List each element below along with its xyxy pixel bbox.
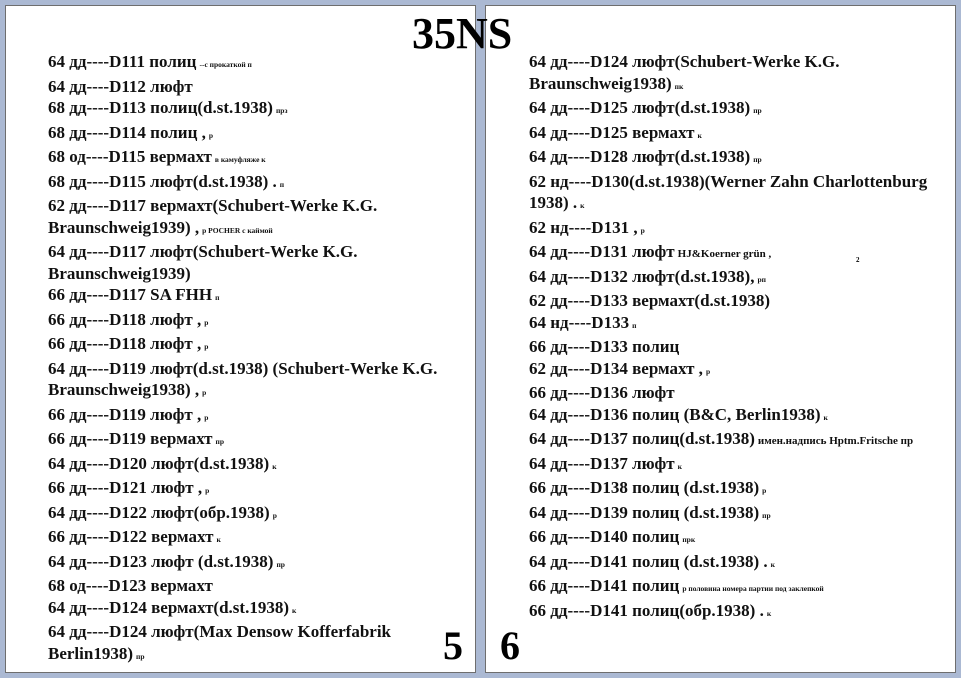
list-item: [529, 502, 949, 527]
entry-text: 66 дд----D136 люфт: [529, 383, 675, 402]
list-item: [529, 575, 949, 600]
list-item: [529, 51, 949, 97]
list-item: [529, 600, 949, 625]
entry-text: 64 дд----D137 люфт: [529, 453, 675, 473]
entry-note: пр: [215, 437, 224, 446]
document-title: 35NS: [412, 9, 513, 58]
list-item: [48, 284, 468, 309]
list-item: [48, 621, 468, 667]
entry-note: к: [770, 559, 775, 569]
page-right: [485, 5, 956, 673]
entry-text: 68 дд----D113 полиц(d.st.1938): [48, 98, 273, 117]
entry-text: 66 дд----D122 вермахт: [48, 527, 214, 546]
list-item: [529, 312, 949, 337]
entry-text: 66 дд----D118 люфт ,: [48, 334, 202, 353]
entry-note: пр: [276, 559, 285, 569]
entry-note: р: [205, 486, 210, 495]
entry-text: 64 дд----D119 люфт(d.st.1938) (Schubert-Werke K.G. Braunschweig1938) ,: [48, 358, 438, 399]
list-item: [48, 309, 468, 334]
entry-note: к: [697, 130, 702, 140]
entry-note: р: [640, 225, 645, 235]
entry-note: рп: [757, 274, 766, 284]
list-item: [48, 526, 468, 551]
entry-note: п: [632, 320, 637, 330]
entry-list-left: [48, 51, 468, 667]
list-item: [48, 477, 468, 502]
entry-text: 66 дд----D133 полиц: [529, 337, 680, 356]
entry-note: р: [204, 412, 209, 422]
list-item: [48, 122, 468, 147]
entry-text: 64 дд----D131 люфт: [529, 242, 675, 261]
entry-note: к: [216, 535, 221, 544]
list-item: [48, 428, 468, 453]
entry-text: 62 дд----D133 вермахт(d.st.1938): [529, 291, 770, 310]
list-item: [48, 51, 468, 76]
list-item: [529, 336, 949, 358]
list-item: [529, 453, 949, 478]
entry-text: 66 дд----D141 полиц(обр.1938) .: [529, 600, 764, 620]
entry-note: прк: [682, 535, 696, 544]
page-left: [5, 5, 476, 673]
entry-note: п: [215, 293, 220, 302]
list-item: [529, 122, 949, 147]
list-item: [529, 526, 949, 551]
entry-text: 68 дд----D115 люфт(d.st.1938) .: [48, 171, 277, 191]
entry-text: 64 дд----D128 люфт(d.st.1938): [529, 147, 751, 166]
entry-note: к: [677, 461, 682, 471]
entry-text: 66 дд----D119 вермахт: [48, 429, 213, 448]
entry-text: 66 дд----D118 люфт ,: [48, 309, 202, 329]
entry-text: 68 дд----D114 полиц ,: [48, 122, 206, 142]
list-item: [48, 551, 468, 576]
list-item: [529, 171, 949, 217]
entry-note: к: [272, 461, 277, 471]
entry-text: 66 дд----D138 полиц (d.st.1938): [529, 478, 760, 497]
entry-text: 64 дд----D141 полиц (d.st.1938) .: [529, 551, 768, 571]
list-item: [48, 146, 468, 171]
entry-text: 64 дд----D112 люфт: [48, 76, 193, 96]
list-item: [529, 404, 949, 429]
entry-text: 64 дд----D123 люфт (d.st.1938): [48, 551, 274, 571]
list-item: [48, 597, 468, 622]
entry-note: р: [762, 486, 767, 495]
entry-note: р: [705, 366, 711, 376]
entry-text: 62 нд----D130(d.st.1938)(Werner Zahn Charlottenburg 1938) .: [529, 171, 928, 212]
list-item: [48, 171, 468, 196]
list-item: [529, 266, 949, 291]
list-item: [48, 97, 468, 122]
entry-text: 64 дд----D111 полиц: [48, 52, 197, 71]
entry-text: 64 дд----D124 люфт(Schubert-Werke K.G. Braunschweig1938): [529, 52, 840, 93]
entry-text: 66 дд----D141 полиц: [529, 576, 680, 595]
list-item: [529, 551, 949, 576]
list-item: [529, 290, 949, 312]
entry-note: к: [292, 605, 297, 615]
entry-note: в камуфляже к: [214, 155, 266, 164]
list-item: [48, 241, 468, 284]
entry-note: р POCHER с каймой: [202, 225, 273, 235]
entry-text: 64 дд----D125 вермахт: [529, 122, 695, 142]
list-item: [48, 575, 468, 597]
entry-note: р: [202, 388, 207, 397]
list-item: [529, 146, 949, 171]
list-item: [529, 477, 949, 502]
entry-text: 68 од----D115 вермахт: [48, 147, 212, 166]
entry-text: 64 дд----D137 полиц(d.st.1938): [529, 429, 755, 448]
entry-note: --с прокаткой п: [199, 60, 252, 69]
entry-note: к: [766, 608, 772, 618]
entry-text: 66 дд----D140 полиц: [529, 527, 680, 546]
entry-note: пк: [674, 81, 684, 91]
entry-text: 62 нд----D131 ,: [529, 217, 638, 237]
entry-note: пр: [753, 106, 762, 115]
list-item: [529, 382, 949, 404]
entry-text: 66 дд----D121 люфт ,: [48, 478, 203, 497]
entry-note: р: [204, 317, 209, 327]
list-item: [48, 76, 468, 98]
entry-note: р: [208, 130, 214, 140]
entry-note: прз: [275, 106, 288, 115]
page-number-left: 5: [443, 623, 463, 668]
entry-note: имен.надпись Hptm.Fritsche пр: [757, 435, 914, 447]
entry-text: 64 дд----D122 люфт(обр.1938): [48, 502, 270, 522]
list-item: [529, 428, 949, 453]
list-item: [48, 333, 468, 358]
entry-text: 62 дд----D134 вермахт ,: [529, 358, 703, 378]
entry-text: 64 дд----D132 люфт(d.st.1938),: [529, 266, 755, 286]
list-item: [529, 97, 949, 122]
list-item: [48, 404, 468, 429]
entry-text: 68 од----D123 вермахт: [48, 576, 213, 595]
list-item: [48, 358, 468, 404]
entry-note: пр: [762, 510, 771, 520]
entry-text: 64 дд----D117 люфт(Schubert-Werke K.G. Braunschweig1939): [48, 242, 358, 283]
list-item: [529, 358, 949, 383]
stray-mark: 2: [856, 256, 860, 264]
list-item: [529, 217, 949, 242]
entry-text: 64 дд----D124 вермахт(d.st.1938): [48, 597, 289, 617]
list-item: [529, 241, 949, 266]
entry-note: р половина номера партии под заклепкой: [682, 584, 824, 593]
entry-note: к: [580, 201, 585, 210]
entry-note: пр: [136, 651, 145, 661]
list-item: [48, 453, 468, 478]
list-item: [48, 502, 468, 527]
entry-note: р: [272, 510, 277, 520]
entry-note: п: [279, 179, 285, 189]
entry-text: 64 дд----D136 полиц (B&C, Berlin1938): [529, 404, 821, 424]
page-number-right: 6: [500, 623, 520, 668]
entry-text: 66 дд----D117 SA FHH: [48, 285, 213, 304]
entry-text: 62 дд----D117 вермахт(Schubert-Werke K.G. Braunschweig1939) ,: [48, 196, 378, 237]
entry-text: 64 дд----D124 люфт(Max Densow Kofferfabrik Berlin1938): [48, 622, 392, 663]
entry-note: р: [204, 342, 209, 351]
entry-note: к: [823, 412, 828, 422]
entry-note: пр: [753, 155, 762, 164]
entry-note: HJ&Koerner grün ,: [677, 248, 772, 260]
entry-text: 64 дд----D120 люфт(d.st.1938): [48, 453, 270, 473]
entry-text: 64 дд----D125 люфт(d.st.1938): [529, 98, 751, 117]
entry-text: 64 нд----D133: [529, 312, 630, 332]
list-item: [48, 195, 468, 241]
entry-list-right: [529, 51, 949, 624]
entry-text: 64 дд----D139 полиц (d.st.1938): [529, 502, 760, 522]
entry-text: 66 дд----D119 люфт ,: [48, 404, 202, 424]
